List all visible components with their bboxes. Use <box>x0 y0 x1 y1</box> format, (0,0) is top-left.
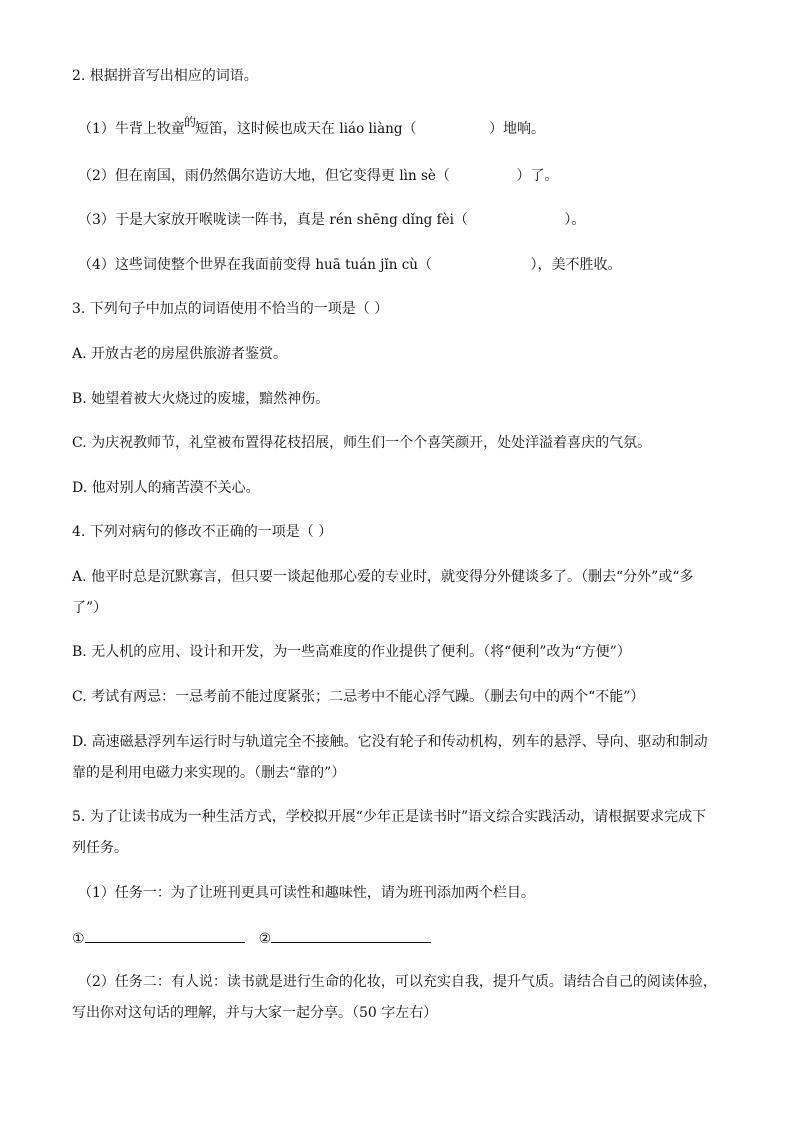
q3-option-a[interactable]: A. 开放古老的房屋供旅游者鉴赏。 <box>72 346 288 362</box>
q5-task1-blanks <box>72 928 431 949</box>
q2-item-3-prefix: （3）于是大家放开喉咙读一阵书，真是 <box>78 212 330 228</box>
q2-title: 2. 根据拼音写出相应的词语。 <box>72 68 258 84</box>
q2-item-1-mid: 短笛，这时候也成天在 <box>194 121 340 137</box>
q2-item-4-pinyin: huā tuán jǐn cù <box>315 257 418 273</box>
q2-item-2-prefix: （2）但在南国，雨仍然偶尔造访大地，但它变得更 <box>78 168 400 184</box>
q4-option-a-line1[interactable]: A. 他平时总是沉默寡言，但只要一谈起他那心爱的专业时，就变得分外健谈多了。（删去“分外”或“多 <box>72 569 694 585</box>
q2-item-1-pinyin: liáo liàng <box>339 121 403 137</box>
q3-option-d[interactable]: D. 他对别人的痛苦漠不关心。 <box>72 480 260 496</box>
q4-option-b[interactable]: B. 无人机的应用、设计和开发，为一些高难度的作业提供了便利。（将“便利”改为“方便”） <box>72 644 631 660</box>
q5-task1: （1）任务一：为了让班刊更具可读性和趣味性，请为班刊添加两个栏目。 <box>78 885 535 901</box>
q2-item-2: （2）但在南国，雨仍然偶尔造访大地，但它变得更 lìn sè（ ）了。 <box>78 168 559 184</box>
q5-blank-1-label: ① <box>72 931 85 947</box>
q4-option-d-line2[interactable]: 靠的是利用电磁力来实现的。（删去“靠的”） <box>72 765 346 781</box>
q2-item-1-suffix: ）地响。 <box>484 121 545 137</box>
q5-title-line1: 5. 为了让读书成为一种生活方式，学校拟开展“少年正是读书时”语文综合实践活动，请根据要求完成下 <box>72 809 707 825</box>
q3-option-b[interactable]: B. 她望着被大火烧过的废墟，黯然神伤。 <box>72 391 330 407</box>
q2-item-2-suffix: ）了。 <box>511 168 559 184</box>
q3-option-c[interactable]: C. 为庆祝教师节，礼堂被布置得花枝招展，师生们一个个喜笑颜开，处处洋溢着喜庆的气氛。 <box>72 435 652 451</box>
q4-option-c[interactable]: C. 考试有两忌：一忌考前不能过度紧张；二忌考中不能心浮气躁。（删去句中的两个“不能”） <box>72 689 645 705</box>
q4-title: 4. 下列对病句的修改不正确的一项是（ ） <box>72 524 333 540</box>
q2-item-4-suffix: ），美不胜收。 <box>526 257 622 273</box>
q5-title-line2: 列任务。 <box>72 840 128 856</box>
q5-blank-2-label: ② <box>258 931 272 947</box>
q5-task2-line2: 写出你对这句话的理解，并与大家一起分享。（50 字左右） <box>72 1005 438 1021</box>
q5-blank-1-field[interactable] <box>85 928 245 943</box>
q2-item-2-pinyin: lìn sè <box>399 168 436 184</box>
q2-item-3-suffix: ）。 <box>559 212 586 228</box>
q2-item-4-prefix: （4）这些词使整个世界在我面前变得 <box>78 257 316 273</box>
q4-option-d-line1[interactable]: D. 高速磁悬浮列车运行时与轨道完全不接触。它没有轮子和传动机构，列车的悬浮、导向、驱动和制动 <box>72 734 708 750</box>
q2-item-3: （3）于是大家放开喉咙读一阵书，真是 rén shēng dǐng fèi（ ）。 <box>78 212 586 228</box>
q2-item-1-sup: 的 <box>183 115 196 129</box>
q2-item-1-prefix: （1）牛背上牧童 <box>78 121 185 137</box>
q2-item-3-pinyin: rén shēng dǐng fèi <box>329 212 454 228</box>
q5-task2-line1: （2）任务二：有人说：读书就是进行生命的化妆，可以充实自我，提升气质。请结合自己的阅读体验， <box>78 974 717 990</box>
q5-blank-2-field[interactable] <box>271 928 431 943</box>
q2-item-1: （1）牛背上牧童的短笛，这时候也成天在 liáo liàng（ ）地响。 <box>78 115 545 137</box>
q2-item-4: （4）这些词使整个世界在我面前变得 huā tuán jǐn cù（ ），美不胜收。 <box>78 257 622 273</box>
q3-title: 3. 下列句子中加点的词语使用不恰当的一项是（ ） <box>72 301 389 317</box>
q4-option-a-line2[interactable]: 了”） <box>72 600 108 616</box>
